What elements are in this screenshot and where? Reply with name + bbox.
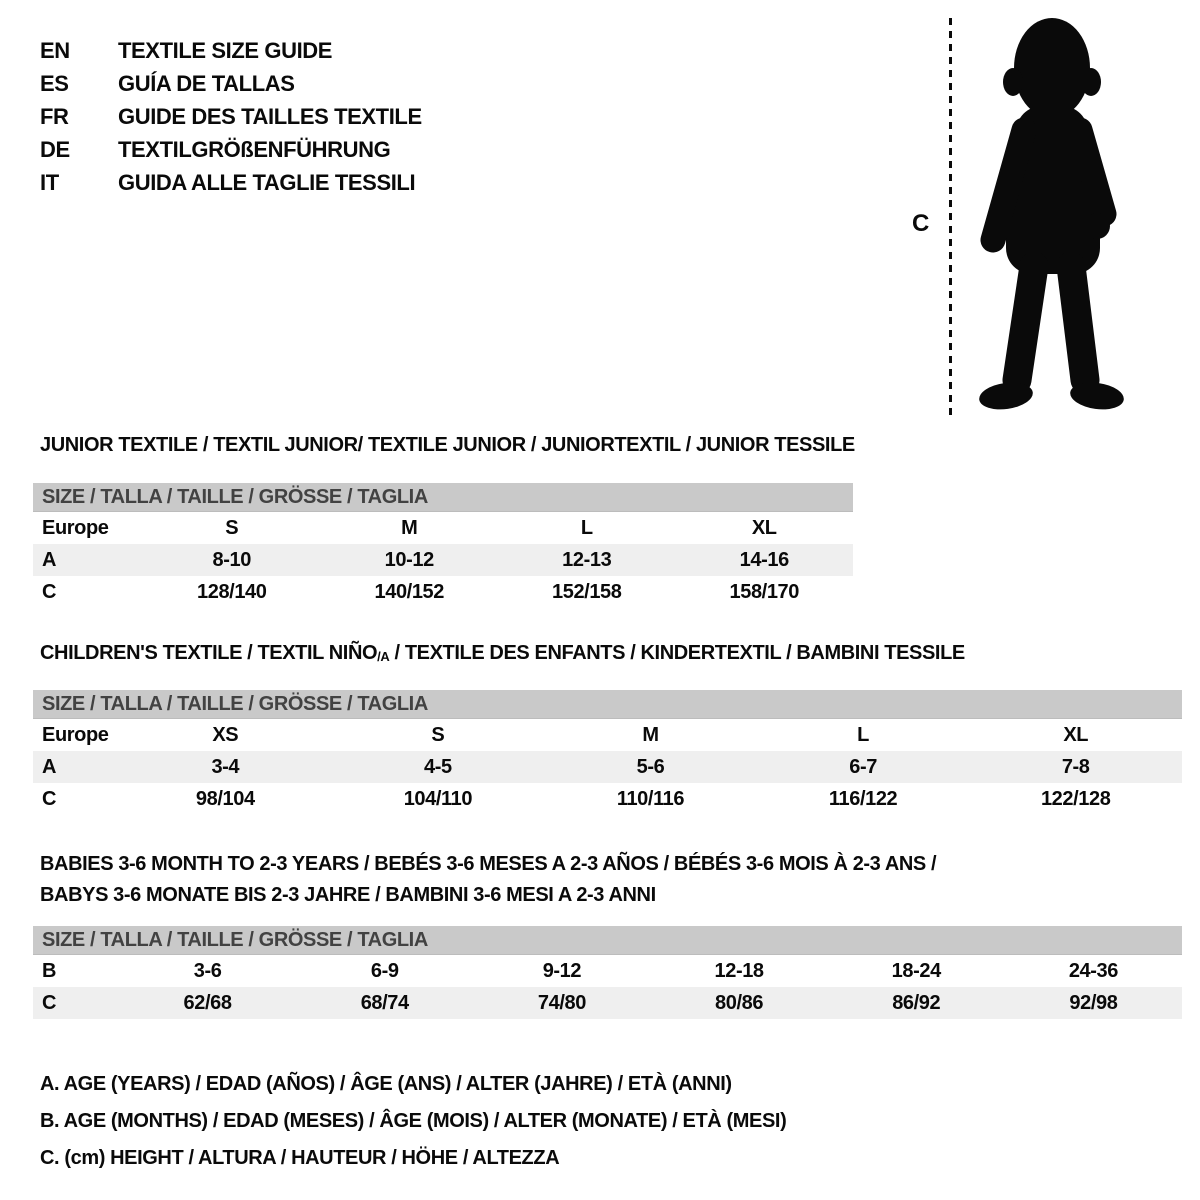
language-row-en	[40, 34, 422, 67]
table-row	[33, 576, 853, 608]
language-code: ES	[40, 71, 69, 96]
size-value: L	[857, 724, 869, 746]
children-size-table	[33, 690, 1182, 815]
size-value: XS	[212, 724, 239, 746]
legend-height-cm: C. (cm) HEIGHT / ALTURA / HAUTEUR / HÖHE / ALTEZZA	[40, 1147, 560, 1169]
toddler-silhouette-icon	[964, 18, 1134, 416]
age-months-value: 12-18	[714, 960, 764, 982]
size-value: XL	[1063, 724, 1089, 746]
language-code: IT	[40, 170, 59, 195]
children-section-title	[40, 642, 965, 665]
size-header-bar: SIZE / TALLA / TAILLE / GRÖSSE / TAGLIA	[33, 926, 1182, 955]
size-value: L	[580, 517, 593, 539]
height-value: 98/104	[195, 788, 255, 810]
table-row	[33, 719, 1182, 751]
guide-title: TEXTILGRÖßENFÜHRUNG	[118, 137, 391, 162]
babies-title-line2: BABYS 3-6 MONATE BIS 2-3 JAHRE / BAMBINI 3-6 MESI A 2-3 ANNI	[40, 884, 656, 906]
size-value: S	[225, 517, 239, 539]
height-value: 110/116	[616, 788, 685, 810]
guide-title: TEXTILE SIZE GUIDE	[118, 38, 333, 63]
row-label: C	[42, 581, 57, 603]
language-row-it	[40, 166, 422, 199]
age-value: 10-12	[384, 549, 434, 571]
language-row-fr	[40, 100, 422, 133]
legend-age-years: A. AGE (YEARS) / EDAD (AÑOS) / ÂGE (ANS) / ALTER (JAHRE) / ETÀ (ANNI)	[40, 1073, 732, 1095]
language-row-de	[40, 133, 422, 166]
height-value: 116/122	[828, 788, 898, 810]
age-value: 7-8	[1061, 756, 1090, 778]
junior-section-title: JUNIOR TEXTILE / TEXTIL JUNIOR/ TEXTILE JUNIOR / JUNIORTEXTIL / JUNIOR TESSILE	[40, 434, 855, 456]
language-code: DE	[40, 137, 70, 162]
size-value: M	[642, 724, 659, 746]
guide-title: GUÍA DE TALLAS	[118, 71, 295, 96]
language-row-es	[40, 67, 422, 100]
size-value: M	[401, 517, 418, 539]
table-row	[33, 544, 853, 576]
size-header-bar: SIZE / TALLA / TAILLE / GRÖSSE / TAGLIA	[33, 483, 853, 512]
row-label: Europe	[42, 517, 109, 539]
babies-size-table	[33, 926, 1182, 1019]
language-title-list	[40, 34, 422, 199]
height-value: 122/128	[1040, 788, 1111, 810]
height-measure-label: C	[912, 210, 929, 237]
height-value: 158/170	[729, 581, 799, 603]
legend-age-months: B. AGE (MONTHS) / EDAD (MESES) / ÂGE (MOIS) / ALTER (MONATE) / ETÀ (MESI)	[40, 1110, 787, 1132]
height-value: 80/86	[715, 992, 764, 1014]
guide-title: GUIDE DES TAILLES TEXTILE	[118, 104, 422, 129]
age-value: 6-7	[849, 756, 877, 778]
height-value: 104/110	[403, 788, 473, 810]
row-label: B	[42, 960, 57, 982]
junior-size-table	[33, 483, 853, 608]
age-months-value: 6-9	[370, 960, 399, 982]
height-value: 92/98	[1069, 992, 1118, 1014]
age-value: 8-10	[212, 549, 251, 571]
size-value: XL	[751, 517, 777, 539]
table-row	[33, 955, 1182, 987]
age-months-value: 24-36	[1068, 960, 1118, 982]
row-label: A	[42, 756, 57, 778]
row-label: Europe	[42, 724, 109, 746]
size-value: S	[431, 724, 445, 746]
row-label: C	[42, 992, 57, 1014]
children-title-main: CHILDREN'S TEXTILE / TEXTIL NIÑO	[40, 642, 378, 664]
height-value: 68/74	[360, 992, 409, 1014]
height-value: 62/68	[183, 992, 232, 1014]
age-value: 5-6	[636, 756, 665, 778]
language-code: FR	[40, 104, 69, 129]
height-value: 128/140	[197, 581, 267, 603]
row-label: A	[42, 549, 57, 571]
height-value: 74/80	[537, 992, 586, 1014]
height-value: 140/152	[374, 581, 444, 603]
age-months-value: 3-6	[193, 960, 222, 982]
age-value: 3-4	[211, 756, 240, 778]
children-title-sub: /A	[377, 649, 390, 664]
table-row	[33, 783, 1182, 815]
babies-title-line1: BABIES 3-6 MONTH TO 2-3 YEARS / BEBÉS 3-6 MESES A 2-3 AÑOS / BÉBÉS 3-6 MOIS À 2-3 ANS /	[40, 853, 937, 875]
language-code: EN	[40, 38, 70, 63]
height-value: 152/158	[552, 581, 622, 603]
age-value: 14-16	[739, 549, 789, 571]
children-title-rest: / TEXTILE DES ENFANTS / KINDERTEXTIL / BAMBINI TESSILE	[389, 642, 965, 664]
age-value: 12-13	[562, 549, 612, 571]
babies-section-title	[40, 849, 936, 911]
height-value: 86/92	[892, 992, 941, 1014]
age-months-value: 9-12	[542, 960, 582, 982]
table-row	[33, 987, 1182, 1019]
table-row	[33, 751, 1182, 783]
guide-title: GUIDA ALLE TAGLIE TESSILI	[118, 170, 416, 195]
size-header-bar: SIZE / TALLA / TAILLE / GRÖSSE / TAGLIA	[33, 690, 1182, 719]
age-months-value: 18-24	[891, 960, 941, 982]
row-label: C	[42, 788, 57, 810]
height-dashed-line	[949, 18, 952, 416]
table-row	[33, 512, 853, 544]
age-value: 4-5	[424, 756, 452, 778]
legend	[40, 1066, 786, 1177]
